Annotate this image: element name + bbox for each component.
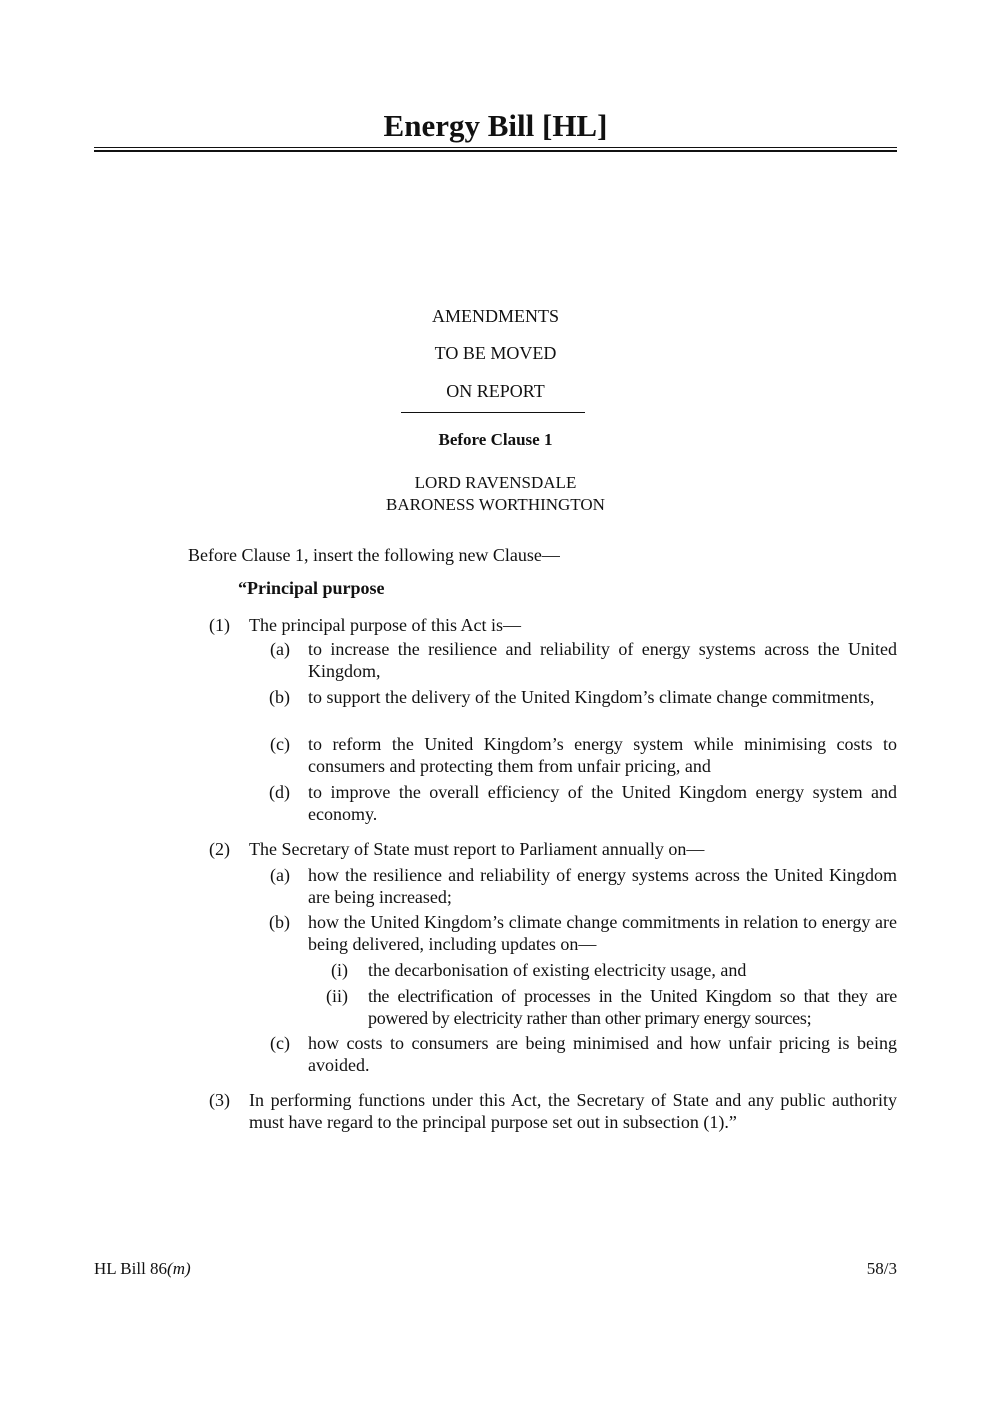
paragraph-number: (a) [270,865,290,885]
cover-rule [401,412,585,413]
cover-line-on-report: ON REPORT [446,381,545,401]
paragraph-text: how the resilience and reliability of energy systems across the United Kingdom are being increased; [308,865,897,907]
page-reference: 58/3 [866,1259,897,1278]
paragraph-text: to increase the resilience and reliability of energy systems across the United Kingdom, [308,639,897,681]
subparagraph-number: (ii) [326,986,348,1006]
subsection-text: The Secretary of State must report to Parliament annually on— [249,839,705,859]
paragraph-number: (c) [270,734,290,754]
paragraph-number: (d) [269,782,290,802]
paragraph-number: (b) [269,912,290,932]
paragraph-text: to improve the overall efficiency of the United Kingdom energy system and economy. [308,782,897,824]
clause-heading: “Principal purpose [238,578,385,598]
sponsor-1: LORD RAVENSDALE [414,473,577,492]
subsection-text: The principal purpose of this Act is— [249,615,521,635]
paragraph-text: how costs to consumers are being minimised and how unfair pricing is being avoided. [308,1033,897,1075]
sponsor-2: BARONESS WORTHINGTON [386,495,605,514]
bill-reference-suffix: (m) [167,1259,191,1278]
title-rule-thick [94,150,897,152]
subsection-number: (2) [209,839,230,859]
paragraph-text: to support the delivery of the United Kingdom’s climate change commitments, [308,687,875,707]
subparagraph-text: the decarbonisation of existing electricity usage, and [368,960,747,980]
subsection-text: In performing functions under this Act, the Secretary of State and any public authority must have regard to the principal purpose set out in subsection (1).” [249,1090,897,1132]
title-rule-thin [94,147,897,148]
section-heading: Before Clause 1 [438,430,553,449]
bill-reference-number: HL Bill 86 [94,1259,168,1278]
document-title: Energy Bill [HL] [383,108,608,143]
paragraph-text: to reform the United Kingdom’s energy system while minimising costs to consumers and protecting them from unfair pricing, and [308,734,897,776]
bill-reference [94,1258,191,1280]
cover-line-to-be-moved: TO BE MOVED [434,343,557,363]
paragraph-number: (b) [269,687,290,707]
subparagraph-text: the electrification of processes in the United Kingdom so that they are powered by electricity rather than other primary energy sources; [368,986,897,1028]
amendment-intro: Before Clause 1, insert the following new Clause— [188,545,560,565]
subsection-number: (3) [209,1090,230,1110]
subparagraph-number: (i) [331,960,348,980]
paragraph-number: (a) [270,639,290,659]
paragraph-text: how the United Kingdom’s climate change commitments in relation to energy are being delivered, including updates on— [308,912,897,954]
paragraph-number: (c) [270,1033,290,1053]
cover-line-amendments: AMENDMENTS [431,306,559,326]
subsection-number: (1) [209,615,230,635]
